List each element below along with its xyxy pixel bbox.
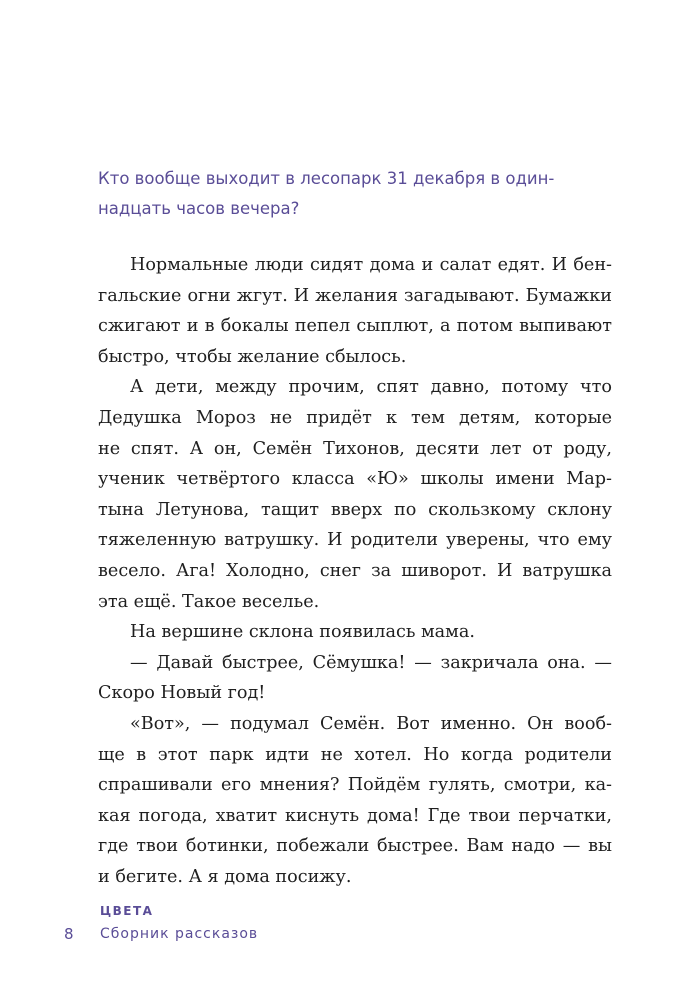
text-line: На вершине склона появилась мама. (130, 622, 475, 643)
text-line: гальские огни жгут. И желания загадывают. Бумажки (98, 285, 612, 306)
text-line: быстро, чтобы желание сбылось. (98, 346, 407, 367)
text-line: где твои ботинки, побежали быстрее. Вам надо — вы (98, 836, 612, 857)
page-number: 8 (64, 925, 74, 943)
text-line: спрашивали его мнения? Пойдём гулять, смотри, ка- (98, 775, 612, 796)
heading-line: надцать часов вечера? (98, 199, 300, 218)
text-line: сжигают и в бокалы пепел сыплют, а потом выпивают (98, 316, 612, 337)
text-line: ще в этот парк идти не хотел. Но когда родители (98, 744, 612, 765)
text-line: А дети, между прочим, спят давно, потому что (130, 377, 612, 398)
text-line: тяжеленную ватрушку. И родители уверены, что ему (98, 530, 612, 551)
text-line: эта ещё. Такое веселье. (98, 591, 320, 612)
book-title: ЦВЕТА (100, 904, 154, 918)
body-text (98, 250, 612, 892)
text-line: весело. Ага! Холодно, снег за шиворот. И ватрушка (98, 560, 612, 581)
text-line: — Давай быстрее, Сёмушка! — закричала она. — (130, 652, 612, 673)
text-line: Скоро Новый год! (98, 683, 266, 704)
text-line: и бегите. А я дома посижу. (98, 866, 352, 887)
chapter-heading (98, 164, 618, 224)
book-subtitle: Сборник рассказов (100, 926, 259, 942)
text-line: ученик четвёртого класса «Ю» школы имени Мар- (98, 469, 612, 490)
text-line: не спят. А он, Семён Тихонов, десяти лет от роду, (98, 438, 612, 459)
text-line: «Вот», — подумал Семён. Вот именно. Он вооб- (130, 713, 612, 734)
heading-line: Кто вообще выходит в лесопарк 31 декабря в один- (98, 169, 555, 188)
text-line: тына Летунова, тащит вверх по скользкому склону (98, 499, 612, 520)
text-line: Нормальные люди сидят дома и салат едят. И бен- (130, 255, 612, 275)
text-line: кая погода, хватит киснуть дома! Где твои перчатки, (98, 805, 612, 826)
text-line: Дедушка Мороз не придёт к тем детям, которые (98, 407, 612, 428)
